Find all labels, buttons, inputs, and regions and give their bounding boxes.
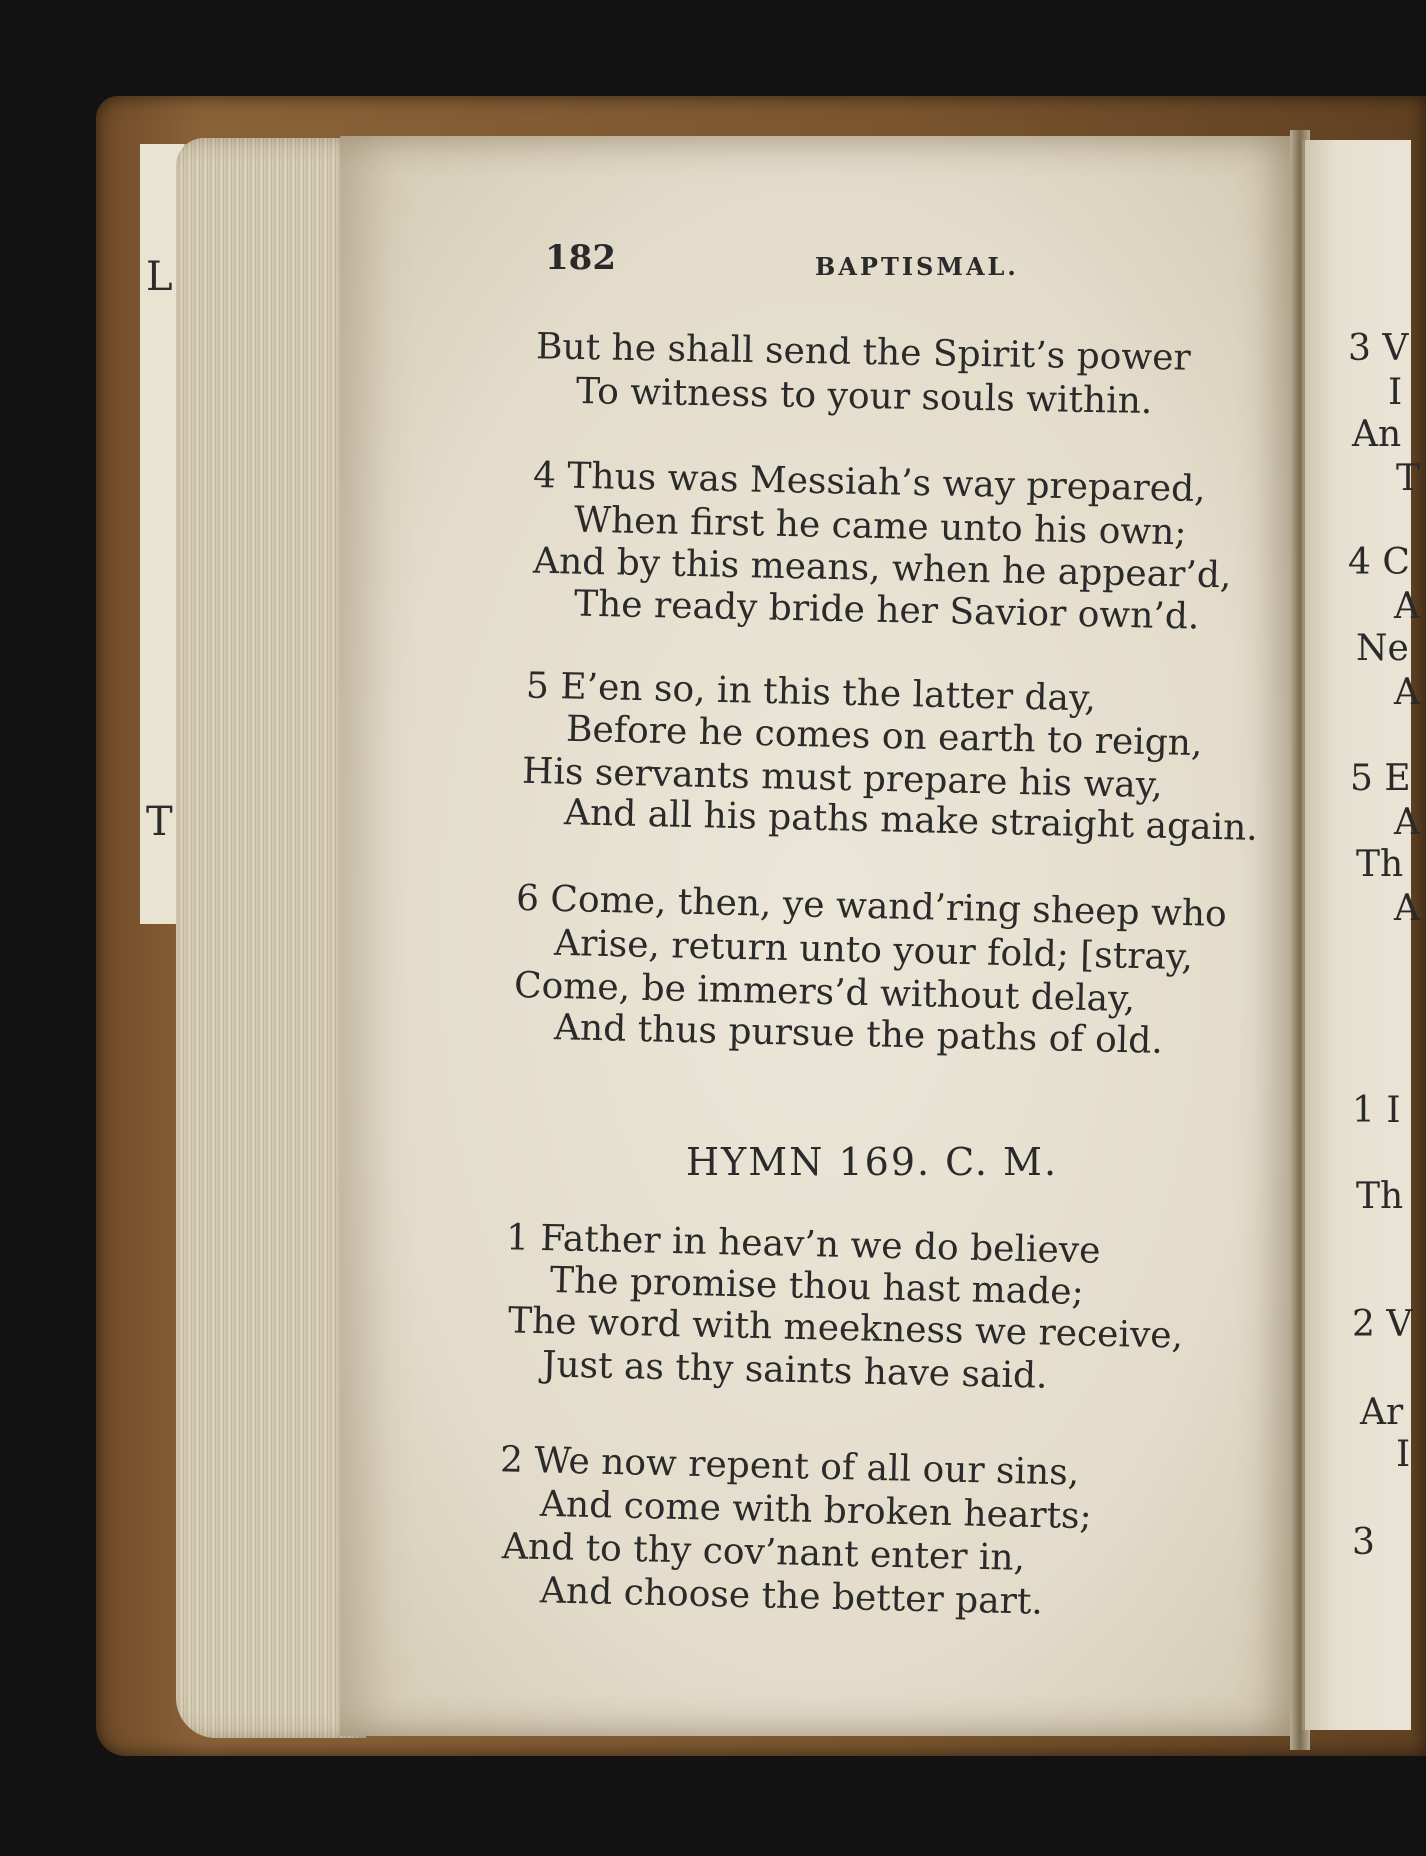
verse-line: And thus pursue the paths of old. xyxy=(553,1007,1164,1062)
verse-line: And by this means, when he appear’d, xyxy=(532,540,1232,597)
facing-fragment: Ne xyxy=(1356,628,1409,669)
verse-line: But he shall send the Spirit’s power xyxy=(535,326,1192,379)
verse-line: Come, be immers’d without delay, xyxy=(513,964,1136,1021)
verse-line: 1 Father in heav’n we do believe xyxy=(505,1217,1101,1272)
verse-line: And to thy cov’nant enter in, xyxy=(501,1526,1026,1579)
verse-line: When first he came unto his own; xyxy=(573,499,1187,554)
facing-fragment: A xyxy=(1394,888,1420,929)
verse-line: The promise thou hast made; xyxy=(549,1259,1085,1314)
facing-fragment: 1 I xyxy=(1352,1090,1401,1131)
running-title: BAPTISMAL. xyxy=(815,252,1019,281)
facing-fragment: 4 C xyxy=(1348,542,1410,583)
facing-fragment: A xyxy=(1394,672,1420,713)
facing-fragment: T xyxy=(1396,458,1421,499)
facing-fragment: A xyxy=(1394,586,1420,627)
tab-letter: L xyxy=(146,254,173,300)
verse-line: And come with broken hearts; xyxy=(539,1483,1093,1538)
verse-line: Before he comes on earth to reign, xyxy=(565,708,1203,765)
facing-fragment: I xyxy=(1388,372,1403,413)
verse-line: And all his paths make straight again. xyxy=(563,792,1259,849)
page-number: 182 xyxy=(545,238,616,278)
facing-fragment: 3 V xyxy=(1348,328,1409,369)
verse-line: To witness to your souls within. xyxy=(575,370,1153,423)
verse-line: 4 Thus was Messiah’s way prepared, xyxy=(532,454,1206,511)
verse-line: 2 We now repent of all our sins, xyxy=(499,1439,1080,1494)
verse-line: And choose the better part. xyxy=(539,1570,1044,1623)
facing-fragment: An xyxy=(1352,414,1402,455)
facing-fragment: A xyxy=(1394,802,1420,843)
verse-line: Arise, return unto your fold; [stray, xyxy=(553,922,1194,979)
facing-page-text xyxy=(1310,140,1421,1730)
facing-fragment: 2 V xyxy=(1352,1304,1413,1345)
verse-line: His servants must prepare his way, xyxy=(521,750,1164,807)
facing-fragment: Th xyxy=(1356,844,1404,885)
verse-line: 6 Come, then, ye wand’ring sheep who xyxy=(515,877,1228,936)
tab-letter: T xyxy=(146,799,173,845)
facing-fragment: 5 E xyxy=(1350,758,1411,799)
verse-line: 5 E’en so, in this the latter day, xyxy=(525,665,1097,720)
facing-fragment: Th xyxy=(1356,1176,1404,1217)
page-edges xyxy=(176,138,366,1738)
facing-fragment: 3 xyxy=(1352,1522,1375,1563)
facing-fragment: Ar xyxy=(1360,1392,1404,1433)
verse-line: Just as thy saints have said. xyxy=(541,1344,1048,1397)
facing-fragment: I xyxy=(1396,1434,1411,1475)
verse-line: The word with meekness we receive, xyxy=(507,1300,1184,1357)
hymn-title: HYMN 169. C. M. xyxy=(686,1140,1059,1184)
verse-line: The ready bride her Savior own’d. xyxy=(573,583,1200,638)
